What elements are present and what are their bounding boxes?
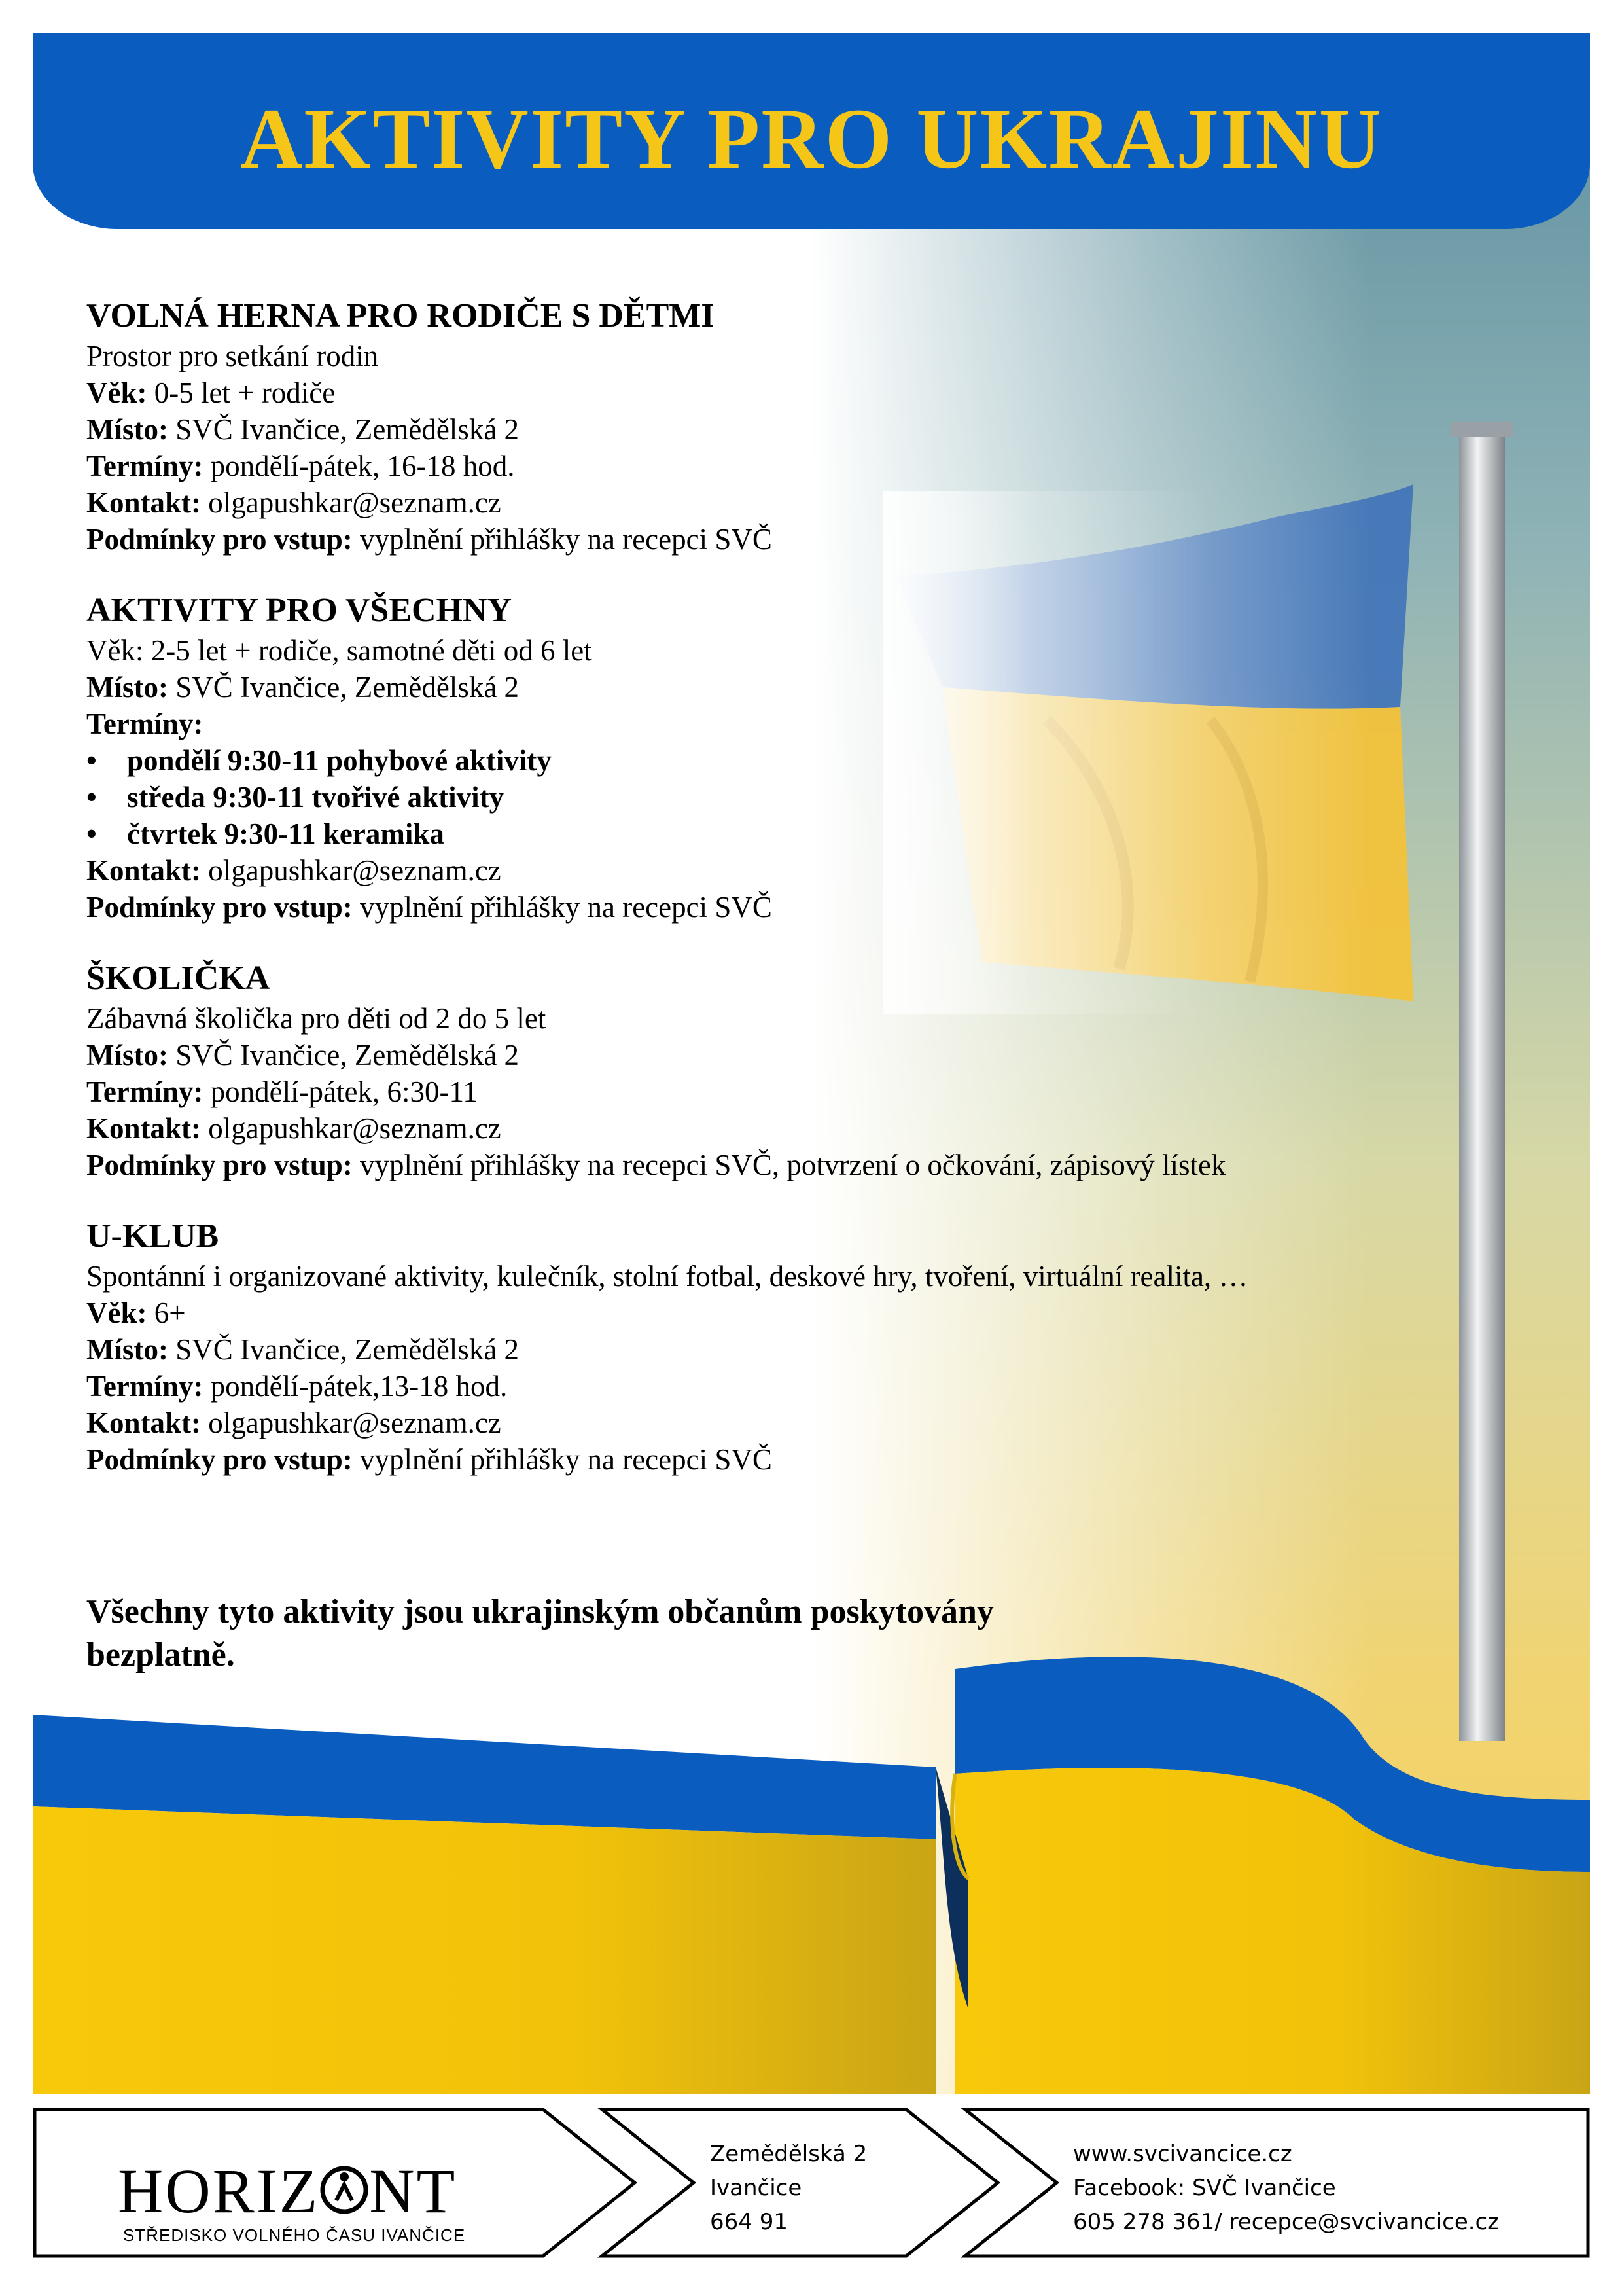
logo-figure-icon [319, 2161, 369, 2216]
logo-text-part: NT [369, 2156, 457, 2226]
section-title: U-KLUB [86, 1217, 219, 1255]
footer [33, 2108, 1590, 2258]
section-aktivity-pro-vsechny [86, 589, 1395, 925]
place-label: Místo: [86, 413, 168, 446]
place-label: Místo: [86, 1039, 168, 1071]
conditions-line [86, 1147, 1395, 1183]
list-item [86, 742, 1395, 779]
final-note: Všechny tyto aktivity jsou ukrajinským občanům poskytovány bezplatně. [86, 1593, 994, 1674]
section-volna-herna [86, 295, 1395, 558]
conditions-label: Podmínky pro vstup: [86, 891, 353, 924]
age-label: Věk: [86, 1297, 147, 1329]
place-label: Místo: [86, 1333, 168, 1366]
address-zip: 664 91 [710, 2209, 788, 2235]
terms-line [86, 448, 1395, 484]
contact-value: olgapushkar@seznam.cz [201, 1112, 501, 1145]
terms-value: pondělí-pátek, 6:30-11 [203, 1075, 478, 1108]
section-title: AKTIVITY PRO VŠECHNY [86, 592, 512, 629]
contact-label: Kontakt: [86, 854, 202, 887]
conditions-label: Podmínky pro vstup: [86, 1149, 353, 1181]
list-item-text: středa 9:30-11 tvořivé aktivity [127, 781, 504, 814]
contact-line [86, 852, 1395, 889]
bullet-icon: • [86, 817, 97, 850]
place-line [86, 1331, 1395, 1368]
terms-value: pondělí-pátek,13-18 hod. [203, 1370, 508, 1403]
terms-line [86, 1368, 1395, 1405]
terms-line [86, 1073, 1395, 1110]
section-title: VOLNÁ HERNA PRO RODIČE S DĚTMI [86, 297, 715, 334]
terms-label: Termíny: [86, 708, 203, 740]
logo-text-part: HORIZ [118, 2156, 320, 2226]
place-value: SVČ Ivančice, Zemědělská 2 [168, 413, 520, 446]
page-title: AKTIVITY PRO UKRAJINU [240, 90, 1383, 187]
place-value: SVČ Ivančice, Zemědělská 2 [168, 1333, 520, 1366]
logo-text [118, 2156, 484, 2226]
age-value: 0-5 let + rodiče [147, 376, 336, 409]
terms-label: Termíny: [86, 1075, 203, 1108]
list-item-text: čtvrtek 9:30-11 keramika [127, 817, 444, 850]
footer-contact [1073, 2137, 1499, 2239]
contact-label: Kontakt: [86, 1407, 202, 1439]
place-line [86, 669, 1395, 706]
contact-line [86, 1405, 1395, 1441]
place-line [86, 1037, 1395, 1073]
contact-value: olgapushkar@seznam.cz [201, 1407, 501, 1439]
bullet-icon: • [86, 744, 97, 777]
conditions-line [86, 1441, 1395, 1478]
age-line [86, 374, 1395, 411]
terms-label: Termíny: [86, 1370, 203, 1403]
bullet-icon: • [86, 781, 97, 814]
conditions-value: vyplnění přihlášky na recepci SVČ [352, 523, 772, 556]
terms-line [86, 706, 1395, 742]
place-value: SVČ Ivančice, Zemědělská 2 [168, 671, 520, 704]
contact-label: Kontakt: [86, 486, 202, 519]
contact-value: olgapushkar@seznam.cz [201, 854, 501, 887]
age-line [86, 1295, 1395, 1331]
contact-label: Kontakt: [86, 1112, 202, 1145]
conditions-label: Podmínky pro vstup: [86, 523, 353, 556]
address-street: Zemědělská 2 [710, 2141, 868, 2167]
terms-value: pondělí-pátek, 16-18 hod. [203, 450, 515, 482]
logo-subtitle: STŘEDISKO VOLNÉHO ČASU IVANČICE [123, 2225, 466, 2245]
age-label: Věk: [86, 376, 147, 409]
facebook-link[interactable]: Facebook: SVČ Ivančice [1073, 2175, 1336, 2201]
section-u-klub [86, 1215, 1395, 1478]
section-description: Spontánní i organizované aktivity, kulečník, stolní fotbal, deskové hry, tvoření, virtuální realita, … [86, 1260, 1248, 1293]
conditions-label: Podmínky pro vstup: [86, 1443, 353, 1476]
footer-address [710, 2137, 867, 2239]
list-item-text: pondělí 9:30-11 pohybové aktivity [127, 744, 552, 777]
conditions-value: vyplnění přihlášky na recepci SVČ [352, 891, 772, 924]
poster [33, 33, 1590, 2094]
terms-label: Termíny: [86, 450, 203, 482]
place-value: SVČ Ivančice, Zemědělská 2 [168, 1039, 520, 1071]
contact-value: olgapushkar@seznam.cz [201, 486, 501, 519]
place-line [86, 411, 1395, 448]
website-link[interactable]: www.svcivancice.cz [1073, 2141, 1292, 2167]
phone-email[interactable]: 605 278 361/ recepce@svcivancice.cz [1073, 2209, 1500, 2235]
section-skolicka [86, 957, 1395, 1183]
header-banner [33, 33, 1590, 229]
conditions-value: vyplnění přihlášky na recepci SVČ, potvrzení o očkování, zápisový lístek [352, 1149, 1226, 1181]
age-value: 6+ [147, 1297, 186, 1329]
horizont-logo [118, 2156, 484, 2246]
conditions-line [86, 889, 1395, 925]
content [86, 295, 1395, 1509]
conditions-value: vyplnění přihlášky na recepci SVČ [352, 1443, 772, 1476]
section-title: ŠKOLIČKA [86, 960, 270, 997]
age-line: Věk: 2-5 let + rodiče, samotné děti od 6 let [86, 634, 592, 667]
terms-list [86, 742, 1395, 852]
section-description: Prostor pro setkání rodin [86, 340, 379, 372]
contact-line [86, 484, 1395, 521]
section-description: Zábavná školička pro děti od 2 do 5 let [86, 1002, 546, 1035]
flag-ribbon [33, 1604, 1590, 2094]
list-item [86, 816, 1395, 852]
contact-line [86, 1110, 1395, 1147]
list-item [86, 779, 1395, 816]
place-label: Místo: [86, 671, 168, 704]
conditions-line [86, 521, 1395, 558]
address-city: Ivančice [710, 2175, 802, 2201]
